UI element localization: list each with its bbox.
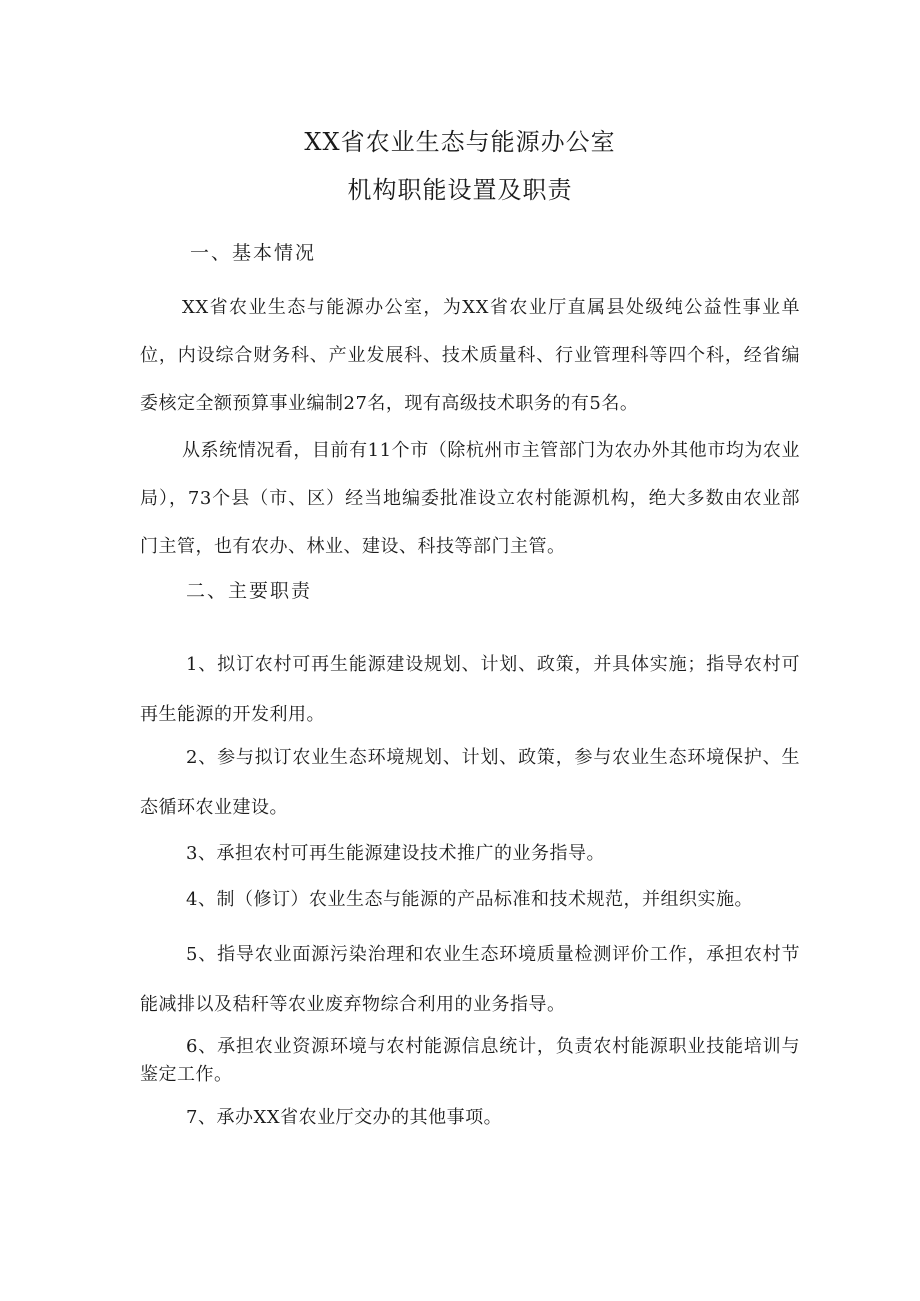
document-subtitle: 机构职能设置及职责 xyxy=(347,176,573,204)
document-title: XX省农业生态与能源办公室 xyxy=(304,128,616,156)
duty-item: 6、承担农业资源环境与农村能源信息统计，负责农村能源职业技能培训与鉴定工作。 xyxy=(140,1036,800,1085)
duty-item: 2、参与拟订农业生态环境规划、计划、政策，参与农业生态环境保护、生态循环农业建设。 xyxy=(140,747,800,818)
duty-item: 7、承办XX省农业厅交办的其他事项。 xyxy=(186,1107,503,1128)
duty-item: 1、拟订农村可再生能源建设规划、计划、政策，并具体实施；指导农村可再生能源的开发利用。 xyxy=(140,654,800,725)
paragraph: 从系统情况看，目前有11个市（除杭州市主管部门为农办外其他市均为农业局），73个县（市、区）经当地编委批准设立农村能源机构，绝大多数由农业部门主管，也有农办、林业、建设、科技等部门主管。 xyxy=(140,440,800,557)
paragraph: XX省农业生态与能源办公室，为XX省农业厅直属县处级纯公益性事业单位，内设综合财务科、产业发展科、技术质量科、行业管理科等四个科，经省编委核定全额预算事业编制27名，现有高级技术职务的有5名。 xyxy=(140,297,800,414)
duty-item: 5、指导农业面源污染治理和农业生态环境质量检测评价工作，承担农村节能减排以及秸秆等农业废弃物综合利用的业务指导。 xyxy=(140,944,800,1015)
section-heading-basic-info: 一、基本情况 xyxy=(190,242,317,264)
section-heading-main-duties: 二、主要职责 xyxy=(186,580,313,602)
duty-item: 4、制（修订）农业生态与能源的产品标准和技术规范，并组织实施。 xyxy=(186,889,753,910)
duty-item: 3、承担农村可再生能源建设技术推广的业务指导。 xyxy=(186,843,605,864)
